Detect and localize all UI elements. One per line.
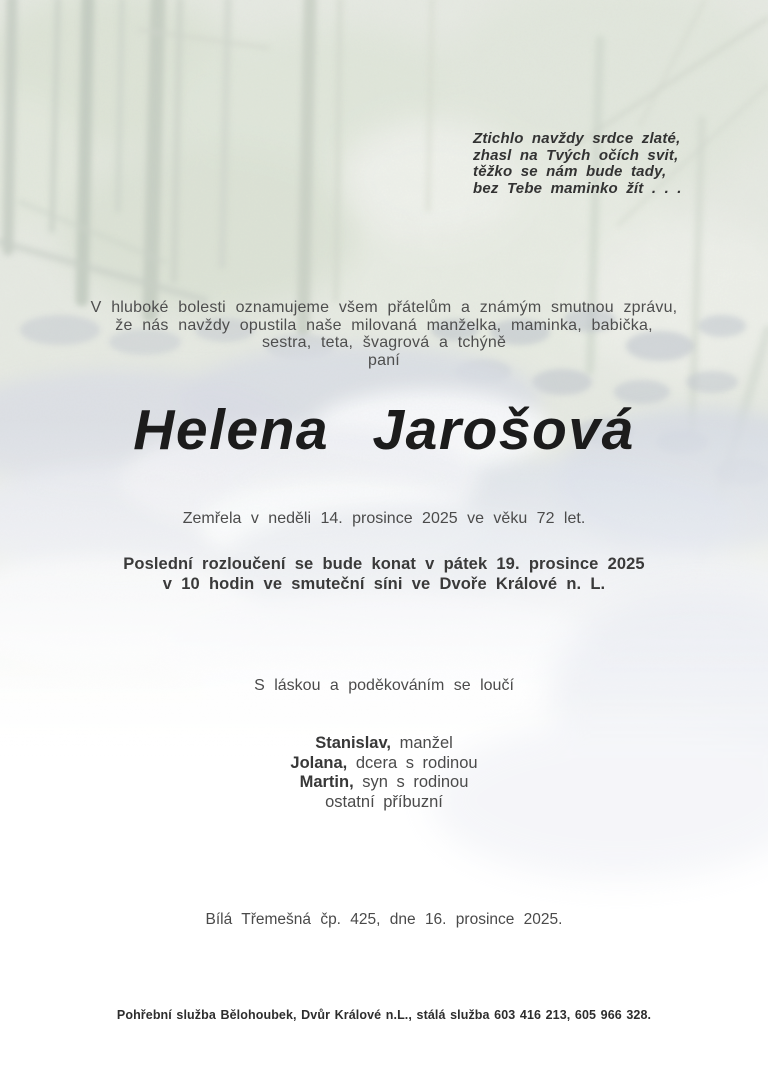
announcement-text <box>0 299 768 369</box>
funeral-info <box>0 555 768 594</box>
verse-line: Ztichlo navždy srdce zlaté, <box>473 130 681 147</box>
funeral-line: Poslední rozloučení se bude konat v pátek 19. prosince 2025 <box>123 555 645 573</box>
mourner-relation: manžel <box>399 734 453 752</box>
mourner-line <box>0 754 768 774</box>
mourner-relation: dcera s rodinou <box>355 753 478 772</box>
mourner-line <box>0 773 768 793</box>
announcement-line: že nás navždy opustila naše milovaná manželka, maminka, babička, <box>115 316 653 334</box>
mourner-name: Jolana, <box>290 753 348 772</box>
place-date-line: Bílá Třemešná čp. 425, dne 16. prosince 2025. <box>205 911 563 928</box>
funeral-line: v 10 hodin ve smuteční síni ve Dvoře Králové n. L. <box>162 574 606 593</box>
mourner-name: Martin, <box>299 773 354 792</box>
funeral-service-info: Pohřební služba Bělohoubek, Dvůr Králové n.L., stálá služba 603 416 213, 605 966 328. <box>116 1008 652 1022</box>
mourner-relation: syn s rodinou <box>362 773 469 792</box>
deceased-name: Helena Jarošová <box>133 398 635 462</box>
memorial-verse <box>473 131 682 197</box>
mourner-line-others: ostatní příbuzní <box>325 792 443 811</box>
mourner-name: Stanislav, <box>315 734 392 752</box>
announcement-line: V hluboké bolesti oznamujeme všem přátelům a známým smutnou zprávu, <box>90 299 678 316</box>
mourners-list <box>0 734 768 812</box>
verse-line: zhasl na Tvých očích svit, <box>473 146 679 164</box>
mourner-line <box>0 734 768 754</box>
announcement-line: sestra, teta, švagrová a tchýně <box>261 334 507 352</box>
verse-line: těžko se nám bude tady, <box>473 163 667 180</box>
farewell-line: S láskou a poděkováním se loučí <box>254 677 514 694</box>
death-date-line: Zemřela v neděli 14. prosince 2025 ve věku 72 let. <box>182 510 586 527</box>
title-word: paní <box>368 351 400 369</box>
verse-line: bez Tebe maminko žít . . . <box>473 179 682 197</box>
